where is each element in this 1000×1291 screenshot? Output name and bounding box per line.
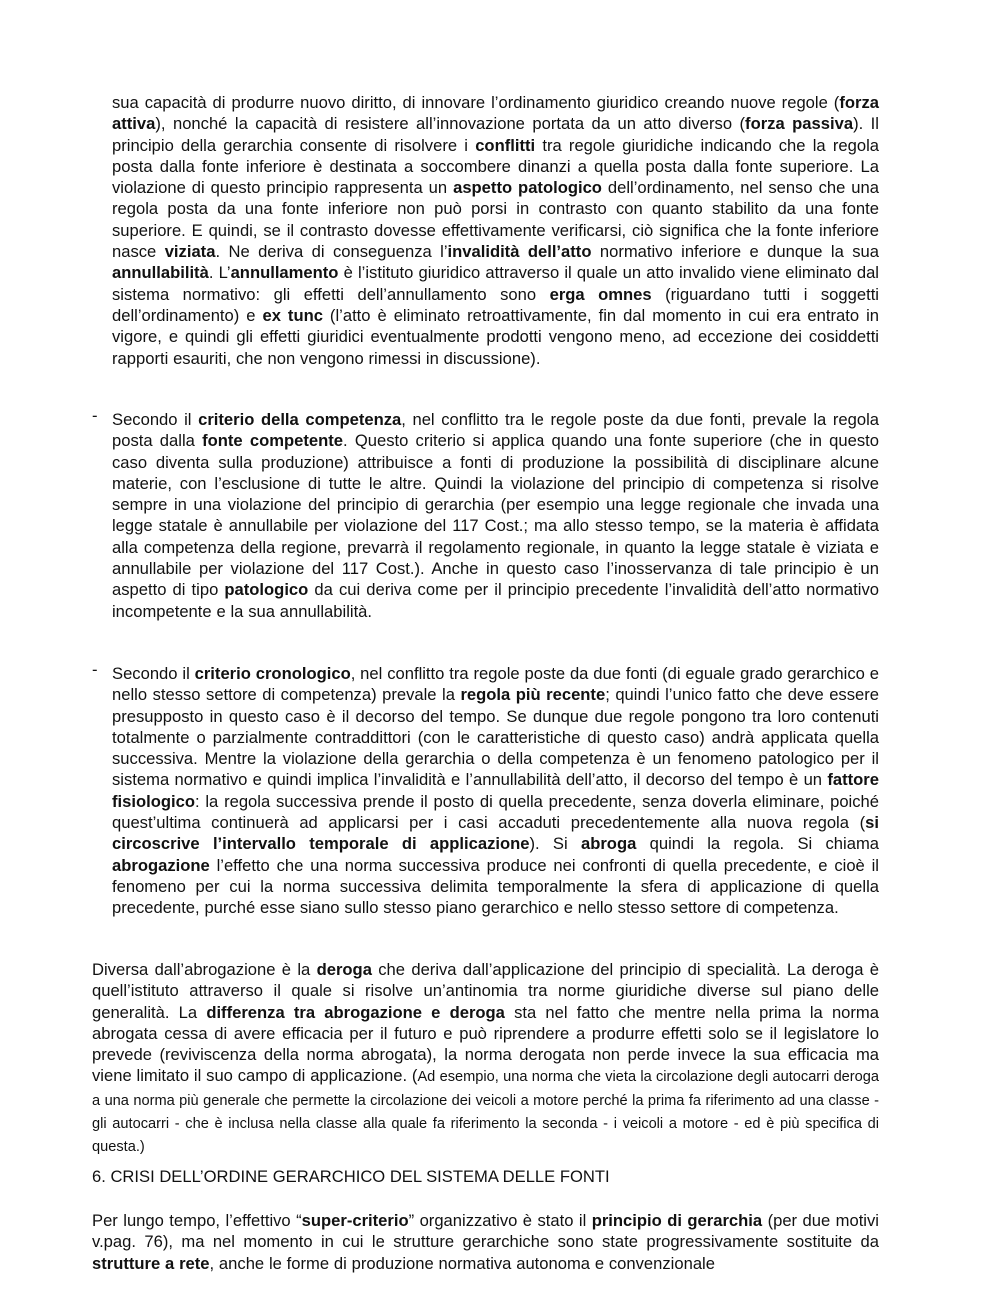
- text-span: ), nonché la capacità di resistere all’innovazione portata da un atto diverso (: [155, 114, 746, 134]
- text-span: tra regole giuridiche indicando che la regola posta dalla fonte inferiore è destinata a soccombere dinanzi a quella posta dalla fonte superiore. La violazione di questo principio rappresenta un: [112, 135, 879, 198]
- paragraph-criterio-competenza: [112, 409, 879, 622]
- paragraph-criterio-cronologico: [112, 663, 879, 919]
- text-span: Per lungo tempo, l’effettivo “: [92, 1211, 302, 1230]
- bold-term: erga omnes: [549, 284, 652, 304]
- text-span: (riguardano tutti i soggetti dell’ordinamento) e: [112, 284, 879, 325]
- text-span: sta nel fatto che mentre nella prima la norma abrogata cessa di avere efficacia per il futuro e può riprendere a produrre effetti solo se il legislatore lo prevede (reviviscenza della norma abrogata), la norma derogata non perde invece la sua efficacia ma viene limitato il suo campo di applicazione. (: [92, 1002, 879, 1086]
- text-span: ; quindi l’unico fatto che deve essere presupposto in questo caso è il decorso del tempo. Se dunque due regole pongono tra loro contenuti totalmente o parzialmente contraddittori (con le caratteristiche di questo caso) andrà applicata quella successiva. Mentre la violazione della gerarchia o della competenza è un fenomeno patologico per il sistema normativo e quindi implica l’invalidità e l’annullabilità dell’atto, il decorso del tempo è un: [112, 685, 879, 790]
- bold-term: patologico: [224, 580, 309, 600]
- text-span: . L’: [208, 263, 231, 283]
- paragraph-crisi: [92, 1210, 879, 1274]
- text-span: , nel conflitto tra le regole poste da due fonti, prevale la regola posta dalla: [112, 410, 879, 451]
- text-span: : la regola successiva prende il posto di quella precedente, senza doverla eliminare, poiché quest’ultima continuerà ad applicarsi per i casi accaduti precedentemente alla nuova regola (: [112, 791, 879, 833]
- section-heading: 6. CRISI DELL’ORDINE GERARCHICO DEL SISTEMA DELLE FONTI: [92, 1167, 610, 1186]
- text-span: l’effetto che una norma successiva produce nei confronti di quella precedente, e cioè il fenomeno per cui la norma successiva delimita temporalmente la sfera di applicazione di quella precedente, purché esse siano sullo stesso piano gerarchico e nello stesso settore di competenza.: [112, 855, 879, 918]
- text-span: . Ne deriva di conseguenza l’: [215, 242, 448, 262]
- text-span: Secondo il: [112, 410, 199, 429]
- text-span: (per due motivi v.pag. 76), ma nel momento in cui le strutture gerarchiche sono state progressivamente sostituite da: [92, 1211, 879, 1252]
- bold-term: principio di gerarchia: [591, 1211, 763, 1230]
- bold-term: criterio della competenza: [198, 410, 402, 429]
- bold-term: annullabilità: [112, 263, 209, 283]
- text-span: , anche le forme di produzione normativa autonoma e convenzionale: [209, 1253, 715, 1273]
- text-span: . Questo criterio si applica quando una fonte superiore (che in questo caso diventa sulla produzione) attribuisce a fonti di produzione la possibilità di disciplinare alcune materie, con l’esclusione di tutte le altre. Quindi la violazione del principio di competenza si risolve sempre in una violazione del principio di gerarchia (per esempio una legge regionale che invada una legge statale è annullabile per violazione del 117 Cost.; ma allo stesso tempo, se la materia è affidata alla competenza della regione, prevarrà il regolamento regionale, in quanto la legge statale è viziata e annullabile per violazione del 117 Cost.). Anche in questo caso l’inosservanza di tale principio è un aspetto di tipo: [112, 431, 879, 600]
- text-span: dell’ordinamento, nel senso che una regola posta da una fonte inferiore non può porsi in contrasto con quanto stabilito da una fonte superiore. E quindi, se il contrasto dovesse effettivamente verificarsi, ciò significa che la fonte inferiore nasce: [112, 178, 879, 262]
- text-span: quindi la regola. Si chiama: [636, 834, 879, 854]
- bold-term: abrogazione: [112, 855, 210, 875]
- bold-term: annullamento: [230, 263, 339, 283]
- list-dash: -: [92, 406, 98, 425]
- text-span: Secondo il: [112, 664, 195, 683]
- bold-term: deroga: [316, 960, 372, 979]
- bold-term: regola più recente: [460, 685, 606, 705]
- bold-term: criterio cronologico: [194, 664, 351, 683]
- text-span: (l’atto è eliminato retroattivamente, fin dal momento in cui era entrato in vigore, e quindi gli effetti giuridici eventualmente prodotti vengono meno, ad eccezione dei cosiddetti rapporti esauriti, che non vengono rimessi in discussione).: [112, 305, 879, 368]
- text-span: ). Si: [529, 834, 581, 854]
- text-span: da cui deriva come per il principio precedente l’invalidità dell’atto normativo incompetente e la sua annullabilità.: [112, 580, 879, 621]
- bold-term: fonte competente: [202, 431, 343, 451]
- text-span: è l’istituto giuridico attraverso il quale un atto invalido viene eliminato dal sistema normativo: gli effetti dell’annullamento sono: [112, 263, 879, 304]
- text-span: , nel conflitto tra regole poste da due fonti (di eguale grado gerarchico e nello stesso settore di competenza) prevale la: [112, 664, 879, 705]
- text-span: sua capacità di produrre nuovo diritto, di innovare l’ordinamento giuridico creando nuove regole (: [112, 93, 840, 112]
- bold-term: conflitti: [475, 135, 536, 155]
- text-span: ” organizzativo è stato il: [408, 1211, 592, 1230]
- paragraph-deroga: [92, 959, 879, 1159]
- bold-term: forza attiva: [112, 93, 879, 134]
- text-span: ). Il principio della gerarchia consente di risolvere i: [112, 114, 879, 155]
- bold-term: abroga: [580, 834, 637, 854]
- bold-term: super-criterio: [301, 1211, 409, 1230]
- bold-term: ex tunc: [262, 305, 323, 325]
- bold-term: strutture a rete: [92, 1253, 210, 1273]
- bold-term: forza passiva: [745, 114, 854, 134]
- bold-term: fattore fisiologico: [112, 770, 879, 811]
- example-note: Ad esempio, una norma che vieta la circolazione degli autocarri deroga a una norma più generale che permette la circolazione dei veicoli a motore perché la prima fa riferimento ad una classe - gli autocarri - che è inclusa nella classe alla quale fa riferimento la seconda - i veicoli a motore - ed è più specifica di questa.): [92, 1069, 880, 1156]
- text-span: normativo inferiore e dunque la sua: [591, 242, 879, 262]
- text-span: che deriva dall’applicazione del principio di specialità. La deroga è quell’istituto attraverso il quale si risolve un’antinomia tra norme giuridiche diverse sul piano delle generalità. La: [92, 960, 879, 1022]
- bold-term: aspetto patologico: [453, 178, 602, 198]
- bold-term: viziata: [164, 242, 216, 262]
- bold-term: differenza tra abrogazione e deroga: [206, 1002, 505, 1022]
- bold-term: si circoscrive l’intervallo temporale di applicazione: [112, 813, 879, 854]
- paragraph-gerarchia: [112, 92, 879, 369]
- text-span: Diversa dall’abrogazione è la: [92, 960, 317, 979]
- list-dash: -: [92, 660, 98, 679]
- bold-term: invalidità dell’atto: [447, 242, 592, 262]
